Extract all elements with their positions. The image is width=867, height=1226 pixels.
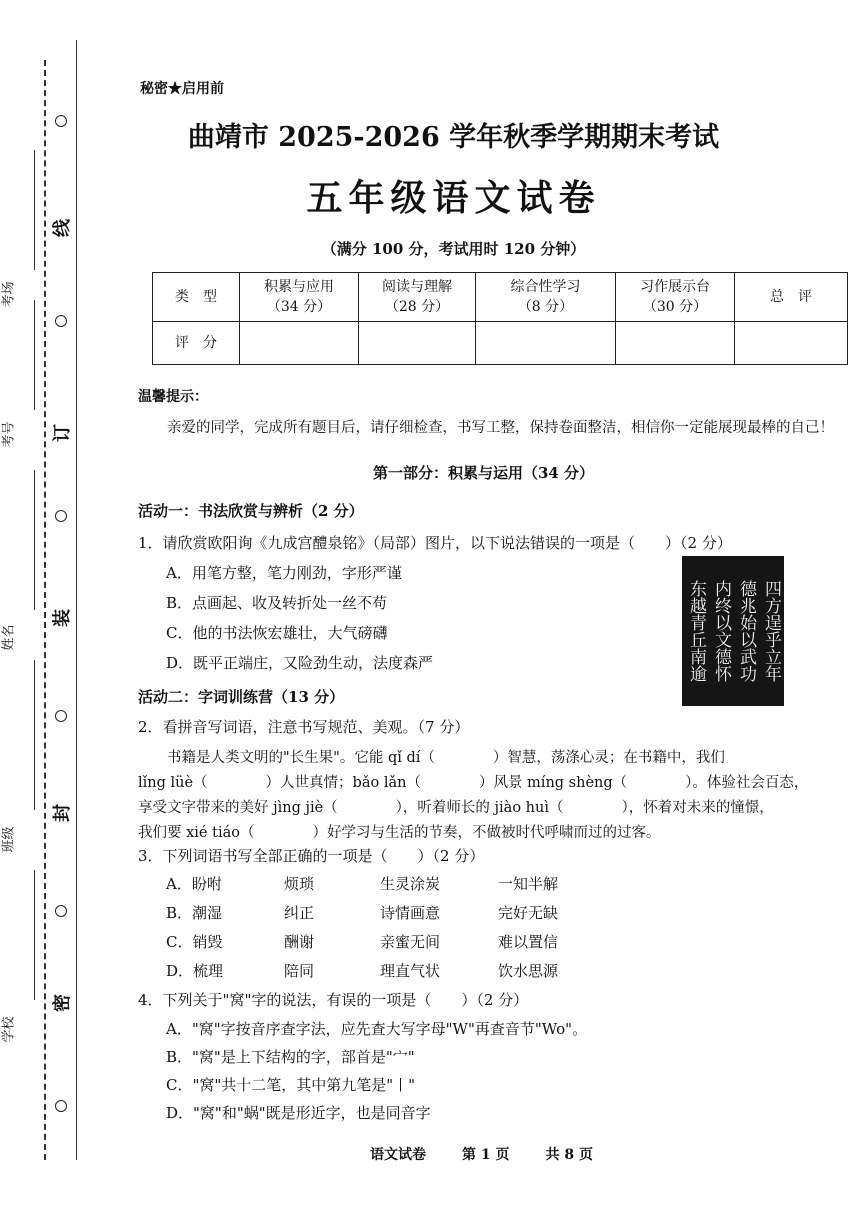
q1-option-c: C．他的书法恢宏雄壮，大气磅礴 bbox=[166, 624, 388, 642]
tips-text: 亲爱的同学，完成所有题目后，请仔细检查，书写工整，保持卷面整洁，相信你一定能展现最棒的自己！ bbox=[167, 420, 834, 436]
calligraphy-column bbox=[734, 560, 759, 702]
q4-option-c: C．"窝"共十二笔，其中第九笔是"丨" bbox=[166, 1076, 416, 1094]
field-line bbox=[34, 660, 35, 810]
score-input-cell[interactable] bbox=[240, 322, 359, 365]
secret-label: 秘密★启用前 bbox=[140, 81, 224, 97]
table-row bbox=[153, 322, 848, 365]
q3-option-row bbox=[166, 873, 558, 894]
exam-title: 曲靖市 2025-2026 学年秋季学期期末考试 bbox=[187, 122, 720, 153]
binding-dashed-line bbox=[44, 60, 46, 1160]
table-cell: 习作展示台 （30 分） bbox=[616, 273, 735, 322]
part1-title: 第一部分：积累与运用（34 分） bbox=[372, 464, 595, 482]
q1-option-d: D．既平正端庄，又险劲生动，法度森严 bbox=[166, 654, 434, 672]
footer-subject: 语文试卷 bbox=[370, 1147, 426, 1163]
q4-option-a: A．"窝"字按音序查字法，应先查大写字母"W"再查音节"Wo"。 bbox=[166, 1020, 588, 1038]
cut-word: 订 bbox=[52, 424, 73, 442]
field-line bbox=[34, 470, 35, 610]
q2-line: 书籍是人类文明的"长生果"。它能 qǐ dí（ ）智慧，荡涤心灵；在书籍中，我们 bbox=[138, 750, 725, 766]
calligraphy-text: 德兆始以武功 bbox=[736, 580, 756, 682]
page-footer bbox=[370, 1144, 629, 1164]
q3-word: 理直气状 bbox=[380, 962, 441, 980]
footer-total: 共 8 页 bbox=[545, 1147, 593, 1163]
q3-word: 陪同 bbox=[284, 962, 315, 980]
table-row bbox=[153, 273, 848, 322]
q3-word: 诗情画意 bbox=[380, 904, 441, 922]
question-4: 4．下列关于"窝"字的说法，有误的一项是（ ）（2 分） bbox=[138, 991, 529, 1009]
q3-option-row bbox=[166, 902, 558, 923]
binding-hole-icon bbox=[55, 1100, 67, 1112]
table-cell: 总 评 bbox=[735, 273, 848, 322]
q3-word: D．梳理 bbox=[166, 962, 224, 980]
field-label-exam-number: 考号 bbox=[1, 421, 17, 448]
cut-word: 封 bbox=[52, 804, 73, 822]
q2-line: 我们要 xié tiáo（ ）好学习与生活的节奏，不做被时代呼啸而过的过客。 bbox=[138, 825, 661, 841]
q1-option-b: B．点画起、收及转折处一丝不苟 bbox=[166, 594, 388, 612]
activity2-title: 活动二：字词训练营（13 分） bbox=[138, 688, 345, 706]
cut-word: 密 bbox=[52, 994, 73, 1012]
q3-word: 纠正 bbox=[284, 904, 315, 922]
activity1-title: 活动一：书法欣赏与辨析（2 分） bbox=[138, 502, 364, 520]
q3-word: 酬谢 bbox=[284, 933, 315, 951]
calligraphy-text: 四方逞乎立年 bbox=[761, 580, 781, 682]
calligraphy-text: 内终以文德怀 bbox=[711, 580, 731, 682]
binding-hole-icon bbox=[55, 510, 67, 522]
q3-word: 饮水思源 bbox=[498, 962, 559, 980]
table-cell: 类 型 bbox=[153, 273, 240, 322]
table-cell: 综合性学习 （8 分） bbox=[476, 273, 616, 322]
q3-option-row bbox=[166, 960, 558, 981]
q3-word: 生灵涂炭 bbox=[380, 875, 441, 893]
calligraphy-column bbox=[709, 560, 734, 702]
field-line bbox=[34, 300, 35, 410]
footer-page: 第 1 页 bbox=[462, 1147, 510, 1163]
field-label-exam-room: 考场 bbox=[1, 281, 17, 308]
calligraphy-text: 东越青丘南逾 bbox=[686, 580, 706, 682]
binding-hole-icon bbox=[55, 710, 67, 722]
q3-word: 完好无缺 bbox=[498, 904, 559, 922]
score-input-cell[interactable] bbox=[476, 322, 616, 365]
calligraphy-image bbox=[682, 556, 784, 706]
score-input-cell[interactable] bbox=[359, 322, 476, 365]
q3-word: 难以置信 bbox=[498, 933, 559, 951]
cut-word: 装 bbox=[52, 609, 73, 627]
q3-word: B．潮湿 bbox=[166, 904, 223, 922]
field-line bbox=[34, 870, 35, 1000]
table-cell: 阅读与理解 （28 分） bbox=[359, 273, 476, 322]
q3-word: A．盼咐 bbox=[166, 875, 222, 893]
paper-title: 五年级语文试卷 bbox=[306, 177, 601, 219]
q4-option-b: B．"窝"是上下结构的字，部首是"宀" bbox=[166, 1048, 415, 1066]
q3-option-row bbox=[166, 931, 558, 952]
table-cell: 评 分 bbox=[153, 322, 240, 365]
field-label-class: 班级 bbox=[1, 826, 17, 853]
score-table bbox=[152, 272, 848, 365]
question-3: 3．下列词语书写全部正确的一项是（ ）（2 分） bbox=[138, 847, 485, 865]
question-1: 1．请欣赏欧阳询《九成宫醴泉铭》（局部）图片，以下说法错误的一项是（ ）（2 分） bbox=[138, 534, 732, 552]
tips-title: 温馨提示： bbox=[138, 389, 208, 405]
table-cell: 积累与应用 （34 分） bbox=[240, 273, 359, 322]
calligraphy-column bbox=[759, 560, 784, 702]
q3-word: 烦琐 bbox=[284, 875, 315, 893]
q4-option-d: D．"窝"和"蜗"既是形近字，也是同音字 bbox=[166, 1104, 431, 1122]
cut-word: 线 bbox=[52, 219, 73, 237]
q1-option-a: A．用笔方整，笔力刚劲，字形严谨 bbox=[166, 564, 402, 582]
binding-hole-icon bbox=[55, 315, 67, 327]
binding-hole-icon bbox=[55, 905, 67, 917]
q2-line: lǐng lüè（ ）人世真情；bǎo lǎn（ ）风景 míng shèng（ ）。体验社会百态， bbox=[138, 775, 809, 791]
q3-word: C．销毁 bbox=[166, 933, 223, 951]
q3-word: 一知半解 bbox=[498, 875, 559, 893]
score-input-cell[interactable] bbox=[616, 322, 735, 365]
paper-subtitle: （满分 100 分，考试用时 120 分钟） bbox=[321, 240, 586, 258]
question-2: 2．看拼音写词语，注意书写规范、美观。（7 分） bbox=[138, 718, 470, 736]
q3-word: 亲蜜无间 bbox=[380, 933, 441, 951]
field-label-school: 学校 bbox=[1, 1016, 17, 1043]
score-input-cell[interactable] bbox=[735, 322, 848, 365]
calligraphy-column bbox=[684, 560, 709, 702]
field-label-name: 姓名 bbox=[1, 624, 17, 651]
q2-line: 享受文字带来的美好 jìng jiè（ ），听着师长的 jiào huì（ ），怀着对未来的憧憬， bbox=[138, 800, 774, 816]
